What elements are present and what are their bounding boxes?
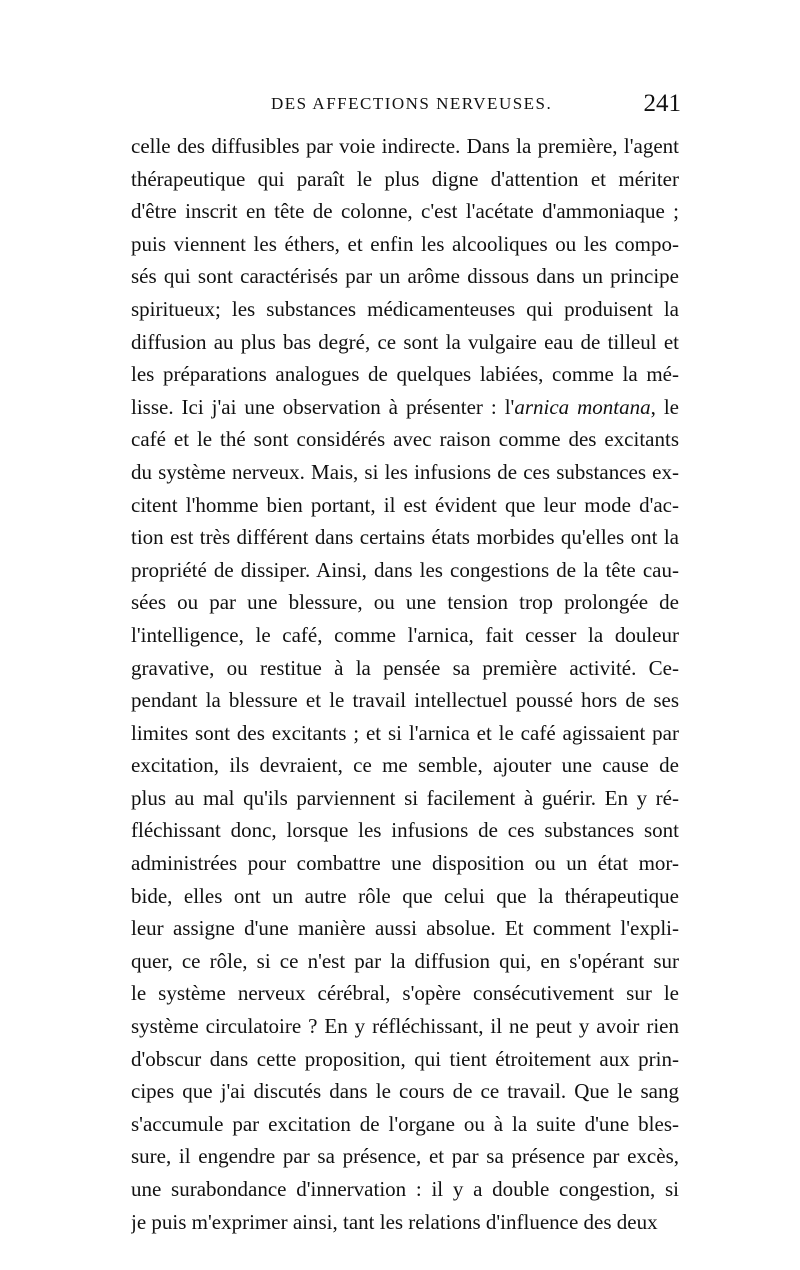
text-line: je puis m'exprimer ainsi, tant les relations d'influence des deux	[131, 1209, 658, 1234]
text-line: sés qui sont caractérisés par un arôme dissous dans un principe	[131, 264, 679, 289]
text-line: une surabondance d'innervation : il y a double congestion, si	[131, 1177, 679, 1201]
text-line: diffusion au plus bas degré, ce sont la vulgaire eau de tilleul et	[131, 329, 679, 354]
text-line: quer, ce rôle, si ce n'est par la diffusion qui, en s'opérant sur	[131, 948, 679, 973]
text-line: puis viennent les éthers, et enfin les alcooliques ou les compo-	[131, 231, 679, 256]
text-line: s'accumule par excitation de l'organe ou à la suite d'une bles-	[131, 1111, 679, 1136]
text-line: café et le thé sont considérés avec raison comme des excitants	[131, 427, 679, 452]
text-line: bide, elles ont un autre rôle que celui que la thérapeutique	[131, 883, 679, 908]
text-line: limites sont des excitants ; et si l'arnica et le café agissaient par	[131, 720, 679, 745]
text-line: administrées pour combattre une disposition ou un état mor-	[131, 851, 679, 876]
text-line: le système nerveux cérébral, s'opère consécutivement sur le	[131, 981, 679, 1006]
text-line: sées ou par une blessure, ou une tension trop prolongée de	[131, 590, 679, 615]
text-line: d'être inscrit en tête de colonne, c'est l'acétate d'ammoniaque ;	[131, 199, 679, 224]
text-line: tion est très différent dans certains états morbides qu'elles ont la	[131, 525, 679, 550]
running-head	[131, 92, 681, 122]
italic-term: arnica montana	[514, 394, 651, 419]
text-line: du système nerveux. Mais, si les infusions de ces substances ex-	[131, 459, 679, 484]
text-line: d'obscur dans cette proposition, qui tient étroitement aux prin-	[131, 1046, 679, 1071]
text-line: plus au mal qu'ils parviennent si facilement à guérir. En y ré-	[131, 785, 679, 810]
body-text	[131, 130, 679, 1238]
text-line: l'intelligence, le café, comme l'arnica, fait cesser la douleur	[131, 622, 679, 647]
text-line: celle des diffusibles par voie indirecte. Dans la première, l'agent	[131, 134, 679, 158]
text-line: excitation, ils devraient, ce me semble, ajouter une cause de	[131, 753, 679, 778]
text-line: spiritueux; les substances médicamenteuses qui produisent la	[131, 296, 679, 321]
text-line	[131, 391, 679, 424]
text-run: lisse. Ici j'ai une observation à présenter : l'	[131, 394, 515, 419]
text-line: pendant la blessure et le travail intellectuel poussé hors de ses	[131, 688, 679, 713]
text-line: les préparations analogues de quelques labiées, comme la mé-	[131, 362, 679, 387]
running-title: DES AFFECTIONS NERVEUSES.	[271, 94, 553, 113]
text-line: gravative, ou restitue à la pensée sa première activité. Ce-	[131, 655, 679, 680]
text-run: , le	[650, 394, 679, 419]
text-line: sure, il engendre par sa présence, et par sa présence par excès,	[131, 1144, 679, 1169]
page-number: 241	[643, 90, 681, 117]
text-line: leur assigne d'une manière aussi absolue. Et comment l'expli-	[131, 916, 679, 941]
text-line: propriété de dissiper. Ainsi, dans les congestions de la tête cau-	[131, 557, 679, 582]
text-line: citent l'homme bien portant, il est évident que leur mode d'ac-	[131, 492, 679, 517]
text-line: système circulatoire ? En y réfléchissant, il ne peut y avoir rien	[131, 1014, 679, 1039]
text-line: thérapeutique qui paraît le plus digne d'attention et mériter	[131, 166, 679, 191]
text-line: fléchissant donc, lorsque les infusions de ces substances sont	[131, 818, 679, 843]
text-line: cipes que j'ai discutés dans le cours de ce travail. Que le sang	[131, 1079, 679, 1104]
